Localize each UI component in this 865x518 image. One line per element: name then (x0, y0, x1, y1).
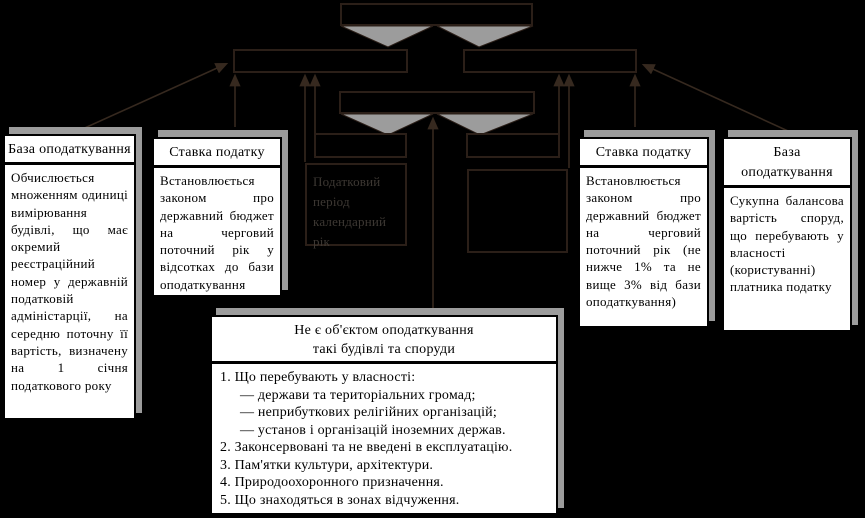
center-subtitle-box (339, 91, 535, 114)
list-item: — держави та територіальних громад; (240, 387, 476, 403)
right-base-title: База оподаткування (741, 145, 833, 180)
list-item: 4. Природоохоронного призначення. (220, 475, 444, 490)
not-taxable-title-line1: Не є об'єктом оподаткування (294, 323, 474, 338)
left-sub-box (314, 133, 407, 158)
empty-note-box (467, 169, 568, 253)
right-base-box (722, 137, 852, 332)
right-branch-header-box (463, 49, 637, 73)
list-item: 5. Що знаходяться в зонах відчуження. (220, 492, 460, 508)
tax-period-text: Податковий період календарний рік (313, 174, 387, 249)
not-taxable-list (212, 364, 556, 513)
center-arrow-shape (341, 114, 533, 135)
not-taxable-box (210, 315, 558, 515)
left-rate-box (152, 137, 282, 297)
not-taxable-title-line2: такі будівлі та споруди (312, 342, 456, 357)
left-rate-body: Встановлюється законом про державний бюджет на черговий поточний рік у відсотках до бази оподаткування (160, 173, 274, 292)
right-rate-body: Встановлюється законом про державний бюджет на черговий поточний рік (не нижче 1% та не вище 3% від бази оподаткування) (586, 173, 701, 310)
top-arrow-shape (341, 26, 533, 47)
right-base-body: Сукупна балансова вартість споруд, що перебувають у власності (користуванні) платника податку (730, 193, 844, 295)
list-item: — установ і організацій іноземних держав. (240, 422, 506, 438)
not-taxable-title (212, 317, 556, 361)
left-base-body: Обчислюється множенням одиниці вимірювання будівлі, що має окремий реєстраційний номер у державній податковій адміністарції, на середню поточну її вартість, визначену на 1 січня податкового року (11, 170, 128, 393)
right-rate-box (578, 137, 709, 328)
right-rate-title: Ставка податку (595, 145, 692, 160)
left-base-title: База оподаткування (8, 142, 131, 157)
left-rate-title: Ставка податку (169, 145, 265, 160)
list-item: 2. Законсервовані та не введені в експлуатацію. (220, 440, 513, 455)
list-item: 1. Що перебувають у власності: (220, 370, 416, 385)
top-title-box (340, 3, 533, 26)
tax-period-box (305, 163, 407, 249)
left-branch-header-box (233, 49, 408, 73)
list-item: 3. Пам'ятки культури, архітектури. (220, 457, 434, 473)
right-sub-box (466, 133, 560, 158)
list-item: — неприбуткових релігійних організацій; (240, 405, 497, 420)
left-base-box (3, 134, 136, 420)
